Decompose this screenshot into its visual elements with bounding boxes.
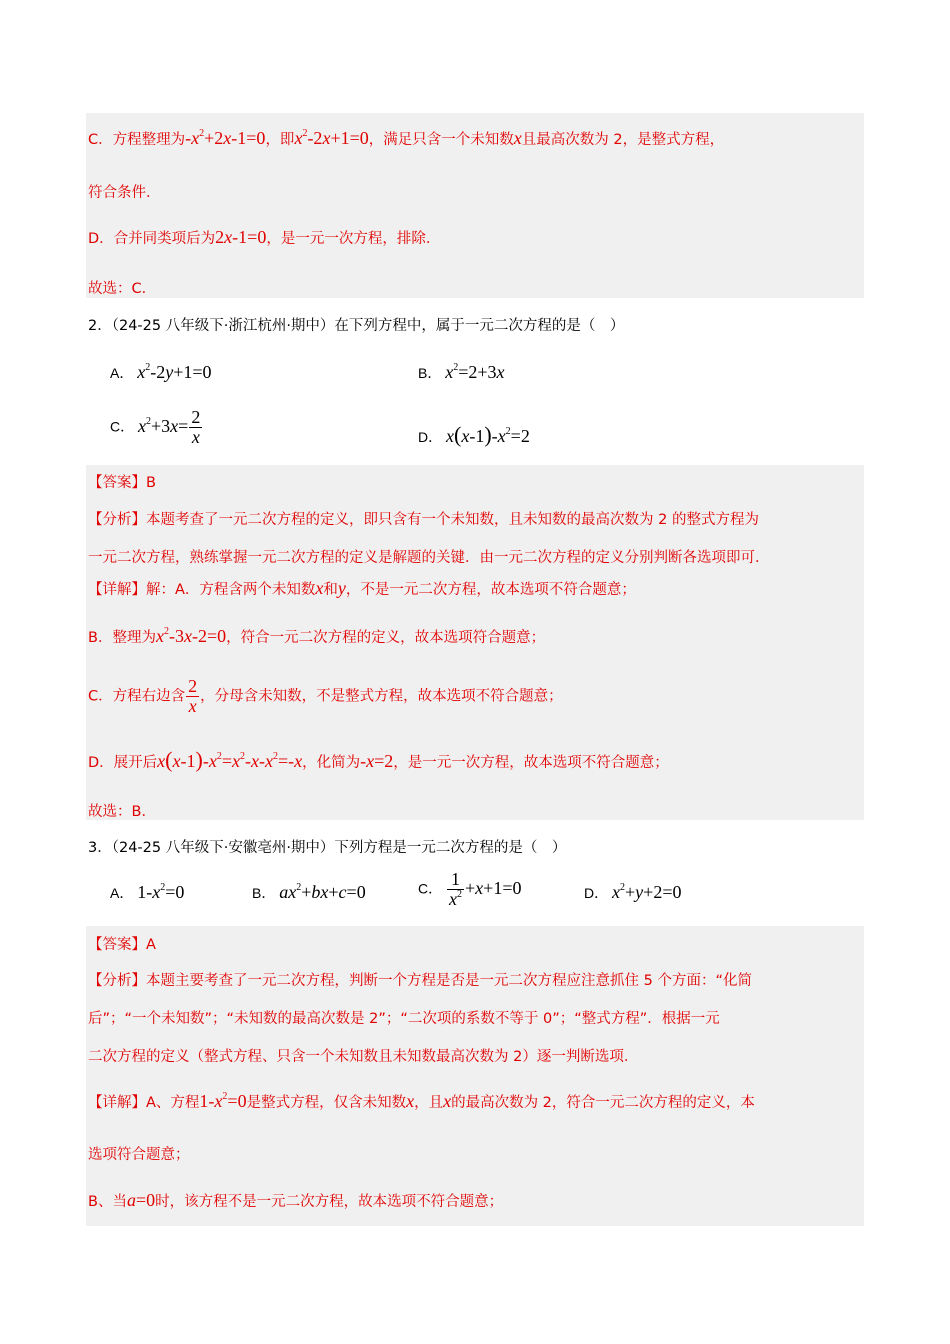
q3-analysis-line-3: 二次方程的定义（整式方程、只含一个未知数且未知数最高次数为 2）逐一判断选项．	[88, 1049, 639, 1065]
q3-option-b: B． $ax^2+bx+c=0$	[252, 882, 366, 902]
q2-detail-a: 【详解】解：A．方程含两个未知数x和y，不是一元二次方程，故本选项不符合题意；	[88, 578, 636, 598]
q3-detail-b: B、当a=0时，该方程不是一元二次方程，故本选项不符合题意；	[88, 1190, 504, 1210]
q1-c-equation-1: $-x^2+2x-1=0$	[185, 128, 266, 148]
q2-analysis-line-2: 一元二次方程，熟练掌握一元二次方程的定义是解题的关键．由一元二次方程的定义分别判断各选项即可．	[88, 550, 770, 566]
q1-final-choice: 故选：C．	[88, 281, 157, 297]
q1-c-equation-2: $x^2-2x+1=0$	[294, 128, 369, 148]
q3-analysis-line-2: 后”；“一个未知数”；“未知数的最高次数是 2”；“二次项的系数不等于 0”；“整式方程”．根据一元	[88, 1011, 720, 1027]
q2-option-c: C． $x^2+3x=$ $\frac{2}{x}$	[110, 407, 201, 447]
q2-option-b: B． $x^2=2+3x$	[418, 362, 505, 382]
q3-option-c: C． $\frac{1}{x^2}$ +x+1=0	[418, 869, 522, 909]
q2-detail-b: B．整理为$x^2-3x-2=0$，符合一元二次方程的定义，故本选项符合题意；	[88, 626, 546, 646]
q2-option-a: A． $x^2-2y+1=0$	[110, 362, 212, 382]
q3-stem: 3．（24-25 八年级下·安徽亳州·期中）下列方程是一元二次方程的是（ ）	[88, 840, 567, 856]
q3-answer: 【答案】A	[88, 937, 156, 953]
q1-option-d-explanation: D．合并同类项后为2x-1=0，是一元一次方程，排除．	[88, 227, 441, 247]
q1-option-c-conclusion: 符合条件．	[88, 185, 161, 201]
q2-stem: 2．（24-25 八年级下·浙江杭州·期中）在下列方程中，属于一元二次方程的是（ ）	[88, 318, 625, 334]
q3-option-d: D． $x^2+y+2=0$	[584, 882, 682, 902]
q3-option-a: A． $1-x^2=0$	[110, 882, 185, 902]
q3-detail-a: 【详解】A、方程$1-x^2=0$是整式方程，仅含未知数x，且x的最高次数为 2，符合一元二次方程的定义，本	[88, 1091, 755, 1111]
q1-d-equation: 2x-1=0	[215, 227, 267, 247]
q1-option-c-explanation: C．方程整理为$-x^2+2x-1=0$，即$x^2-2x+1=0$，满足只含一个未知数x且最高次数为 2，是整式方程，	[88, 128, 725, 148]
q2-final-choice: 故选：B．	[88, 804, 156, 820]
q2-analysis-line-1: 【分析】本题考查了一元二次方程的定义，即只含有一个未知数，且未知数的最高次数为 2 的整式方程为	[88, 512, 759, 528]
q3-analysis-line-1: 【分析】本题主要考查了一元二次方程，判断一个方程是否是一元二次方程应注意抓住 5 个方面：“化简	[88, 973, 752, 989]
q2-detail-c: C．方程右边含 $\frac{2}{x}$ ，分母含未知数，不是整式方程，故本选项不符合题意；	[88, 676, 563, 716]
q2-option-d: D． $x(x-1)-x^2=2$	[418, 422, 530, 447]
q2-answer: 【答案】B	[88, 475, 156, 491]
q3-detail-a-cont: 选项符合题意；	[88, 1147, 190, 1163]
q2-detail-d: D．展开后$x(x-1)-x^2=x^2-x-x^2=-x$，化简为-x=2，是一元一次方程，故本选项不符合题意；	[88, 747, 669, 772]
